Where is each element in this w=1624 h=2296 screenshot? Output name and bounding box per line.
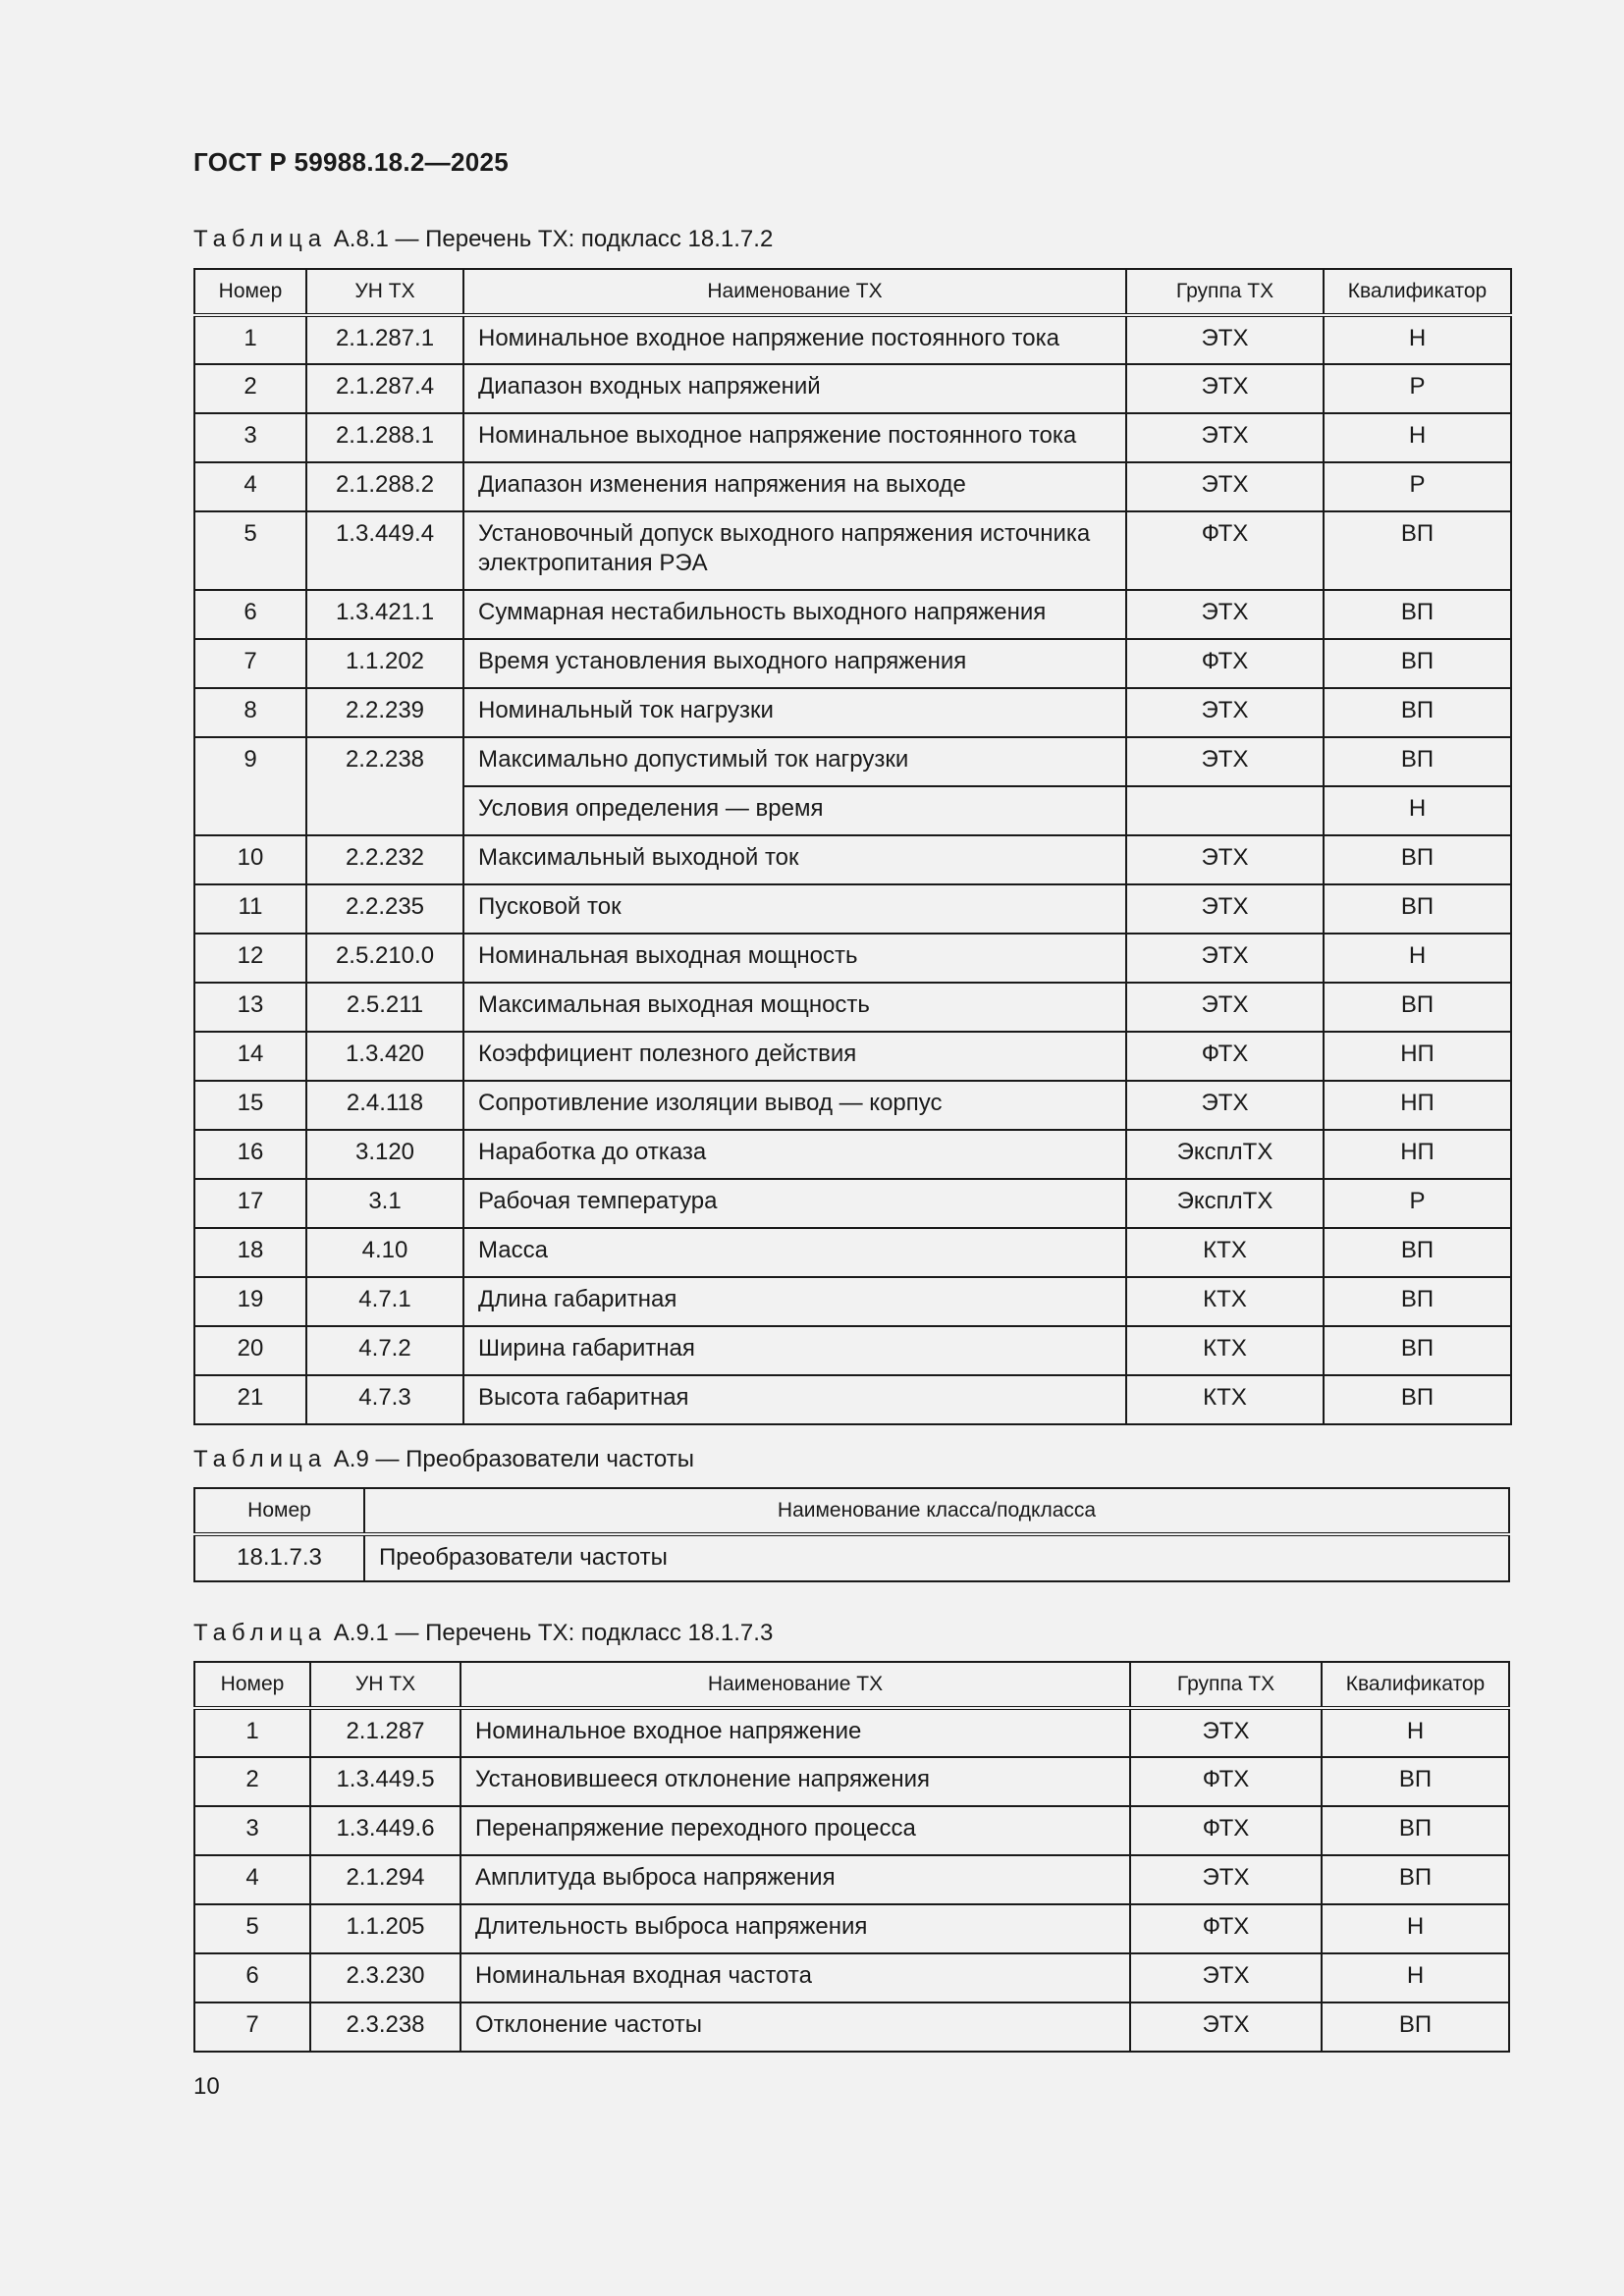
column-header-class-name: Наименование класса/подкласса <box>364 1488 1509 1534</box>
cell-name: Пусковой ток <box>463 884 1126 934</box>
table-a9-header-row <box>194 1488 1509 1534</box>
cell-qualifier: ВП <box>1322 1855 1509 1904</box>
cell-code: 2.2.238 <box>306 737 463 835</box>
cell-group: ЭТХ <box>1130 1855 1322 1904</box>
cell-code: 2.4.118 <box>306 1081 463 1130</box>
cell-qualifier: Н <box>1324 315 1511 364</box>
cell-qualifier: ВП <box>1324 639 1511 688</box>
cell-group: ФТХ <box>1126 639 1324 688</box>
cell-number: 5 <box>194 1904 310 1953</box>
cell-code: 2.1.288.1 <box>306 413 463 462</box>
cell-code: 1.3.449.5 <box>310 1757 460 1806</box>
cell-code: 1.1.202 <box>306 639 463 688</box>
cell-code: 1.3.449.6 <box>310 1806 460 1855</box>
column-header-name: Наименование ТХ <box>463 269 1126 315</box>
column-header-number: Номер <box>194 269 306 315</box>
table-row <box>194 413 1511 462</box>
cell-group: ФТХ <box>1126 1032 1324 1081</box>
table-row <box>194 983 1511 1032</box>
cell-group: ЭТХ <box>1126 590 1324 639</box>
table-row <box>194 639 1511 688</box>
column-header-qualifier: Квалификатор <box>1324 269 1511 315</box>
table-row <box>194 1806 1509 1855</box>
cell-name: Диапазон изменения напряжения на выходе <box>463 462 1126 511</box>
cell-group: ЭТХ <box>1126 364 1324 413</box>
cell-qualifier: ВП <box>1324 688 1511 737</box>
cell-qualifier: Р <box>1324 1179 1511 1228</box>
cell-code: 4.7.3 <box>306 1375 463 1424</box>
column-header-name: Наименование ТХ <box>460 1662 1130 1708</box>
column-header-group: Группа ТХ <box>1130 1662 1322 1708</box>
cell-group: КТХ <box>1126 1326 1324 1375</box>
table-row <box>194 511 1511 590</box>
table-a81-header-row <box>194 269 1511 315</box>
column-header-number: Номер <box>194 1488 364 1534</box>
cell-name: Амплитуда выброса напряжения <box>460 1855 1130 1904</box>
cell-name: Установочный допуск выходного напряжения источника электропитания РЭА <box>463 511 1126 590</box>
cell-code: 2.1.287.4 <box>306 364 463 413</box>
column-header-code: УН ТХ <box>310 1662 460 1708</box>
cell-name: Рабочая температура <box>463 1179 1126 1228</box>
cell-number: 6 <box>194 590 306 639</box>
cell-code: 2.2.235 <box>306 884 463 934</box>
document-header: ГОСТ Р 59988.18.2—2025 <box>193 147 509 177</box>
cell-code: 1.3.449.4 <box>306 511 463 590</box>
cell-code: 1.3.421.1 <box>306 590 463 639</box>
cell-number: 9 <box>194 737 306 835</box>
cell-qualifier: Н <box>1322 1708 1509 1757</box>
cell-name: Высота габаритная <box>463 1375 1126 1424</box>
cell-group: ЭТХ <box>1126 462 1324 511</box>
cell-group: КТХ <box>1126 1277 1324 1326</box>
cell-number: 12 <box>194 934 306 983</box>
cell-qualifier: ВП <box>1322 1757 1509 1806</box>
cell-number: 18.1.7.3 <box>194 1534 364 1581</box>
cell-name: Номинальный ток нагрузки <box>463 688 1126 737</box>
cell-qualifier: ВП <box>1324 1228 1511 1277</box>
table-row <box>194 1130 1511 1179</box>
cell-qualifier: Н <box>1324 786 1511 835</box>
table-row <box>194 1953 1509 2002</box>
cell-name: Время установления выходного напряжения <box>463 639 1126 688</box>
cell-qualifier: ВП <box>1324 1326 1511 1375</box>
cell-code: 2.5.210.0 <box>306 934 463 983</box>
table-row <box>194 462 1511 511</box>
column-header-number: Номер <box>194 1662 310 1708</box>
cell-qualifier: ВП <box>1324 1277 1511 1326</box>
cell-qualifier: ВП <box>1324 884 1511 934</box>
cell-name: Номинальное выходное напряжение постоянного тока <box>463 413 1126 462</box>
cell-qualifier: ВП <box>1324 1375 1511 1424</box>
cell-number: 3 <box>194 1806 310 1855</box>
table-a81 <box>193 268 1512 1425</box>
table-row <box>194 1081 1511 1130</box>
table-a9-caption-word: Таблица <box>193 1446 328 1472</box>
cell-number: 20 <box>194 1326 306 1375</box>
cell-qualifier: ВП <box>1324 737 1511 786</box>
table-row <box>194 1904 1509 1953</box>
cell-code: 4.7.2 <box>306 1326 463 1375</box>
cell-qualifier: ВП <box>1324 511 1511 590</box>
table-row <box>194 1326 1511 1375</box>
table-a91 <box>193 1661 1510 2053</box>
cell-number: 3 <box>194 413 306 462</box>
table-row <box>194 315 1511 364</box>
cell-code: 3.120 <box>306 1130 463 1179</box>
table-row <box>194 1534 1509 1581</box>
cell-name: Номинальное входное напряжение <box>460 1708 1130 1757</box>
cell-code: 4.10 <box>306 1228 463 1277</box>
table-row <box>194 1375 1511 1424</box>
table-row <box>194 1277 1511 1326</box>
cell-code: 1.1.205 <box>310 1904 460 1953</box>
cell-qualifier: НП <box>1324 1081 1511 1130</box>
cell-group: ЭТХ <box>1126 737 1324 786</box>
cell-number: 1 <box>194 1708 310 1757</box>
cell-code: 2.2.239 <box>306 688 463 737</box>
cell-qualifier: Н <box>1322 1904 1509 1953</box>
cell-qualifier: Н <box>1324 413 1511 462</box>
table-a9-caption-text: А.9 — Преобразователи частоты <box>333 1446 694 1472</box>
cell-name: Диапазон входных напряжений <box>463 364 1126 413</box>
cell-name: Номинальная выходная мощность <box>463 934 1126 983</box>
cell-name: Ширина габаритная <box>463 1326 1126 1375</box>
table-row <box>194 1179 1511 1228</box>
cell-group: ЭксплТХ <box>1126 1130 1324 1179</box>
cell-name: Условия определения — время <box>463 786 1126 835</box>
table-a91-header-row <box>194 1662 1509 1708</box>
cell-qualifier: Н <box>1322 1953 1509 2002</box>
table-row <box>194 1708 1509 1757</box>
cell-code: 2.1.287.1 <box>306 315 463 364</box>
cell-group: ФТХ <box>1130 1904 1322 1953</box>
table-row <box>194 884 1511 934</box>
cell-qualifier: НП <box>1324 1032 1511 1081</box>
cell-group: ЭТХ <box>1126 688 1324 737</box>
cell-name: Суммарная нестабильность выходного напряжения <box>463 590 1126 639</box>
table-a9 <box>193 1487 1510 1582</box>
table-row <box>194 1228 1511 1277</box>
table-row <box>194 590 1511 639</box>
cell-name: Установившееся отклонение напряжения <box>460 1757 1130 1806</box>
table-row <box>194 737 1511 786</box>
cell-qualifier: ВП <box>1324 983 1511 1032</box>
cell-number: 13 <box>194 983 306 1032</box>
cell-group: ФТХ <box>1130 1757 1322 1806</box>
cell-code: 2.2.232 <box>306 835 463 884</box>
cell-group: ЭТХ <box>1126 1081 1324 1130</box>
cell-group: КТХ <box>1126 1228 1324 1277</box>
cell-qualifier: НП <box>1324 1130 1511 1179</box>
cell-qualifier: ВП <box>1324 835 1511 884</box>
cell-group: КТХ <box>1126 1375 1324 1424</box>
table-a9-caption <box>193 1446 694 1473</box>
cell-name: Отклонение частоты <box>460 2002 1130 2052</box>
cell-qualifier: ВП <box>1322 1806 1509 1855</box>
cell-number: 18 <box>194 1228 306 1277</box>
cell-qualifier: Н <box>1324 934 1511 983</box>
table-row <box>194 688 1511 737</box>
cell-name: Максимальный выходной ток <box>463 835 1126 884</box>
cell-group: ФТХ <box>1126 511 1324 590</box>
cell-group: ЭТХ <box>1126 835 1324 884</box>
cell-name: Перенапряжение переходного процесса <box>460 1806 1130 1855</box>
cell-group: ЭТХ <box>1126 315 1324 364</box>
cell-code: 2.3.230 <box>310 1953 460 2002</box>
cell-group: ЭТХ <box>1126 983 1324 1032</box>
cell-number: 17 <box>194 1179 306 1228</box>
table-a81-caption-text: А.8.1 — Перечень ТХ: подкласс 18.1.7.2 <box>333 226 774 252</box>
table-a91-caption-word: Таблица <box>193 1620 328 1646</box>
cell-number: 4 <box>194 462 306 511</box>
table-a81-caption <box>193 226 773 253</box>
cell-name: Наработка до отказа <box>463 1130 1126 1179</box>
cell-number: 7 <box>194 639 306 688</box>
cell-number: 15 <box>194 1081 306 1130</box>
cell-group: ФТХ <box>1130 1806 1322 1855</box>
column-header-qualifier: Квалификатор <box>1322 1662 1509 1708</box>
table-row <box>194 364 1511 413</box>
column-header-code: УН ТХ <box>306 269 463 315</box>
table-row <box>194 1855 1509 1904</box>
cell-group <box>1126 786 1324 835</box>
cell-number: 10 <box>194 835 306 884</box>
column-header-group: Группа ТХ <box>1126 269 1324 315</box>
cell-group: ЭТХ <box>1130 1708 1322 1757</box>
cell-name: Длительность выброса напряжения <box>460 1904 1130 1953</box>
table-row <box>194 934 1511 983</box>
cell-class-name: Преобразователи частоты <box>364 1534 1509 1581</box>
cell-code: 3.1 <box>306 1179 463 1228</box>
cell-code: 4.7.1 <box>306 1277 463 1326</box>
cell-number: 2 <box>194 1757 310 1806</box>
cell-number: 5 <box>194 511 306 590</box>
cell-code: 2.1.287 <box>310 1708 460 1757</box>
cell-name: Максимально допустимый ток нагрузки <box>463 737 1126 786</box>
cell-qualifier: Р <box>1324 364 1511 413</box>
table-row <box>194 2002 1509 2052</box>
cell-number: 2 <box>194 364 306 413</box>
cell-name: Номинальное входное напряжение постоянного тока <box>463 315 1126 364</box>
cell-number: 21 <box>194 1375 306 1424</box>
cell-number: 1 <box>194 315 306 364</box>
cell-group: ЭТХ <box>1126 934 1324 983</box>
table-a91-caption <box>193 1620 773 1647</box>
table-row <box>194 1032 1511 1081</box>
table-row <box>194 835 1511 884</box>
cell-code: 1.3.420 <box>306 1032 463 1081</box>
cell-number: 6 <box>194 1953 310 2002</box>
cell-group: ЭТХ <box>1130 1953 1322 2002</box>
cell-name: Длина габаритная <box>463 1277 1126 1326</box>
cell-name: Масса <box>463 1228 1126 1277</box>
cell-number: 7 <box>194 2002 310 2052</box>
cell-number: 11 <box>194 884 306 934</box>
cell-number: 8 <box>194 688 306 737</box>
cell-code: 2.1.288.2 <box>306 462 463 511</box>
cell-qualifier: Р <box>1324 462 1511 511</box>
table-row <box>194 1757 1509 1806</box>
cell-group: ЭксплТХ <box>1126 1179 1324 1228</box>
cell-code: 2.3.238 <box>310 2002 460 2052</box>
cell-name: Коэффициент полезного действия <box>463 1032 1126 1081</box>
cell-name: Максимальная выходная мощность <box>463 983 1126 1032</box>
table-a81-caption-word: Таблица <box>193 226 328 252</box>
cell-number: 19 <box>194 1277 306 1326</box>
cell-group: ЭТХ <box>1126 884 1324 934</box>
cell-number: 16 <box>194 1130 306 1179</box>
cell-code: 2.5.211 <box>306 983 463 1032</box>
cell-name: Сопротивление изоляции вывод — корпус <box>463 1081 1126 1130</box>
cell-group: ЭТХ <box>1126 413 1324 462</box>
cell-number: 4 <box>194 1855 310 1904</box>
cell-number: 14 <box>194 1032 306 1081</box>
table-a91-caption-text: А.9.1 — Перечень ТХ: подкласс 18.1.7.3 <box>333 1620 774 1646</box>
page-number: 10 <box>193 2073 220 2100</box>
cell-qualifier: ВП <box>1322 2002 1509 2052</box>
cell-group: ЭТХ <box>1130 2002 1322 2052</box>
cell-qualifier: ВП <box>1324 590 1511 639</box>
cell-name: Номинальная входная частота <box>460 1953 1130 2002</box>
cell-code: 2.1.294 <box>310 1855 460 1904</box>
